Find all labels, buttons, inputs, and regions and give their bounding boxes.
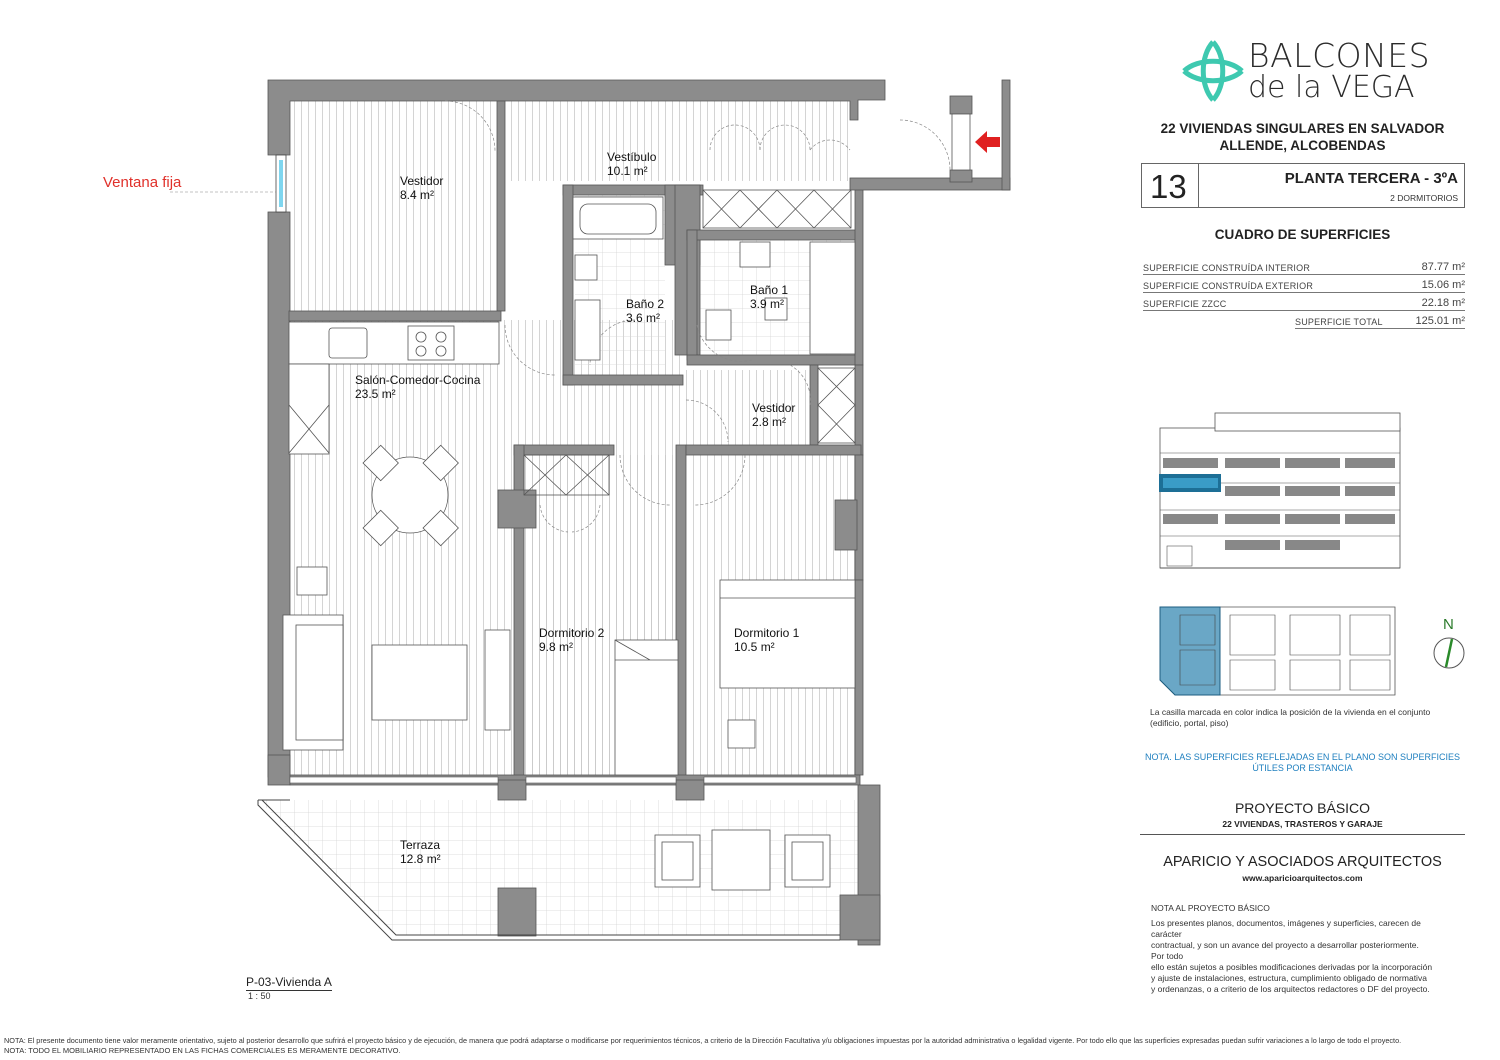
compass-icon <box>1432 636 1466 670</box>
sheet-header-divider <box>1198 164 1199 207</box>
divider <box>1140 834 1465 835</box>
fixed-window <box>276 155 286 212</box>
surfaces-title: CUADRO DE SUPERFICIES <box>1214 227 1391 242</box>
site-plan-thumbnail <box>1155 605 1405 700</box>
room-vestidor-2-label <box>752 401 795 429</box>
surface-label: SUPERFICIE CONSTRUÍDA INTERIOR <box>1143 263 1311 273</box>
room-area: 2.8 m² <box>752 415 787 429</box>
basic-note-line: y ajuste de instalaciones, estructura, cumplimiento obligado de normativa <box>1151 973 1427 983</box>
room-vestidor-label <box>400 174 443 202</box>
brand-logo-icon <box>1180 38 1246 104</box>
room-area: 10.5 m² <box>734 640 775 654</box>
room-name: Dormitorio 2 <box>539 626 605 640</box>
room-name: Vestidor <box>752 401 796 415</box>
project-subtitle-small: 22 VIVIENDAS, TRASTEROS Y GARAJE <box>1222 819 1383 829</box>
brand-name-line2: de la VEGA <box>1248 70 1415 105</box>
room-area: 8.4 m² <box>400 188 435 202</box>
room-dormitorio-2-label <box>539 626 604 654</box>
drawing-id: P-03-Vivienda A <box>246 975 332 989</box>
room-name: Salón-Comedor-Cocina <box>355 373 481 387</box>
room-terraza-label <box>400 838 441 866</box>
dining-set <box>363 445 458 545</box>
room-vestibulo-label <box>607 150 656 178</box>
footer-note-2: NOTA: TODO EL MOBILIARIO REPRESENTADO EN LAS FICHAS COMERCIALES ES MERAMENTE DECORATIVO. <box>4 1046 401 1055</box>
architects-website: www.aparicioarquitectos.com <box>1242 873 1363 883</box>
surface-value: 87.77 m² <box>1421 261 1465 273</box>
room-dormitorio-1-label <box>734 626 799 654</box>
sheet-header-box <box>1141 163 1465 208</box>
project-subtitle <box>1140 120 1465 154</box>
room-area: 12.8 m² <box>400 852 441 866</box>
basic-note-line: Los presentes planos, documentos, imágenes y superficies, carecen de <box>1151 918 1421 928</box>
subtitle-line-1: 22 VIVIENDAS SINGULARES EN SALVADOR <box>1160 121 1445 136</box>
surface-row <box>1143 258 1465 275</box>
basic-note-line: Por todo <box>1151 951 1184 961</box>
room-name: Vestíbulo <box>607 150 657 164</box>
basic-note-line: ello están sujetos a posibles modificaciones derivadas por la incorporación <box>1151 962 1433 972</box>
surfaces-note: NOTA. LAS SUPERFICIES REFLEJADAS EN EL PLANO SON SUPERFICIES ÚTILES POR ESTANCIA <box>1144 752 1461 773</box>
room-name: Dormitorio 1 <box>734 626 800 640</box>
floor-title: PLANTA TERCERA - 3ºA <box>1284 170 1458 187</box>
footer-note-1: NOTA: El presente documento tiene valor meramente orientativo, sujeto al posterior desarrollo que sufrirá el proyecto básico y de ejecución, de manera que podrá adaptarse o modificarse por requerimientos técnicos, a criterio de la Dirección Facultativa y/u obligaciones impuestas por la autoridad administrativa o legalidad vigente. Por todo ello que las superficies expresadas puedan sufrir variaciones a lo largo de todo el proyecto. <box>4 1036 1402 1045</box>
surface-total-row <box>1295 312 1465 329</box>
building-elevation-thumbnail <box>1155 408 1405 583</box>
basic-note-line: y ordenanzas, o a criterio de los arquitectos redactores o DF del proyecto. <box>1151 984 1430 994</box>
surface-label: SUPERFICIE CONSTRUÍDA EXTERIOR <box>1143 281 1314 291</box>
room-bano-2-label <box>626 297 664 325</box>
room-area: 9.8 m² <box>539 640 574 654</box>
position-note: La casilla marcada en color indica la posición de la vivienda en el conjunto (edificio, portal, piso) <box>1150 707 1431 728</box>
room-name: Baño 2 <box>626 297 665 311</box>
basic-note-line: carácter <box>1151 929 1182 939</box>
room-salon-label <box>355 373 480 401</box>
basic-note-body <box>1151 918 1461 995</box>
architects-name: APARICIO Y ASOCIADOS ARQUITECTOS <box>1163 854 1442 870</box>
room-name: Terraza <box>400 838 441 852</box>
surface-value: 22.18 m² <box>1421 297 1465 309</box>
surface-total-label: SUPERFICIE TOTAL <box>1295 317 1383 327</box>
subtitle-line-2: ALLENDE, ALCOBENDAS <box>1219 138 1386 153</box>
terrace-furniture <box>655 830 830 890</box>
drawing-scale: 1 : 50 <box>248 991 271 1001</box>
room-area: 23.5 m² <box>355 387 396 401</box>
sheet-number: 13 <box>1150 168 1187 205</box>
room-area: 3.6 m² <box>626 311 661 325</box>
bedroom-count: 2 DORMITORIOS <box>1390 193 1458 203</box>
entrance-door <box>952 114 970 170</box>
north-label: N <box>1443 616 1454 633</box>
surface-value: 15.06 m² <box>1421 279 1465 291</box>
room-area: 10.1 m² <box>607 164 648 178</box>
entrance-arrow-icon <box>975 131 1000 153</box>
room-bano-1-label <box>750 283 788 311</box>
room-name: Vestidor <box>400 174 444 188</box>
project-title: PROYECTO BÁSICO <box>1234 800 1371 816</box>
room-name: Baño 1 <box>750 283 789 297</box>
surface-row <box>1143 294 1465 311</box>
surface-row <box>1143 276 1465 293</box>
terrace-windows <box>290 777 856 783</box>
floor-finishes <box>258 101 858 935</box>
basic-note-title: NOTA AL PROYECTO BÁSICO <box>1151 903 1270 913</box>
brand-name-line1: BALCONES <box>1248 36 1431 75</box>
surface-label: SUPERFICIE ZZCC <box>1143 299 1227 309</box>
surface-total-value: 125.01 m² <box>1415 315 1465 327</box>
basic-note-line: contractual, y son un avance del proyecto a desarrollar posteriormente. <box>1151 940 1419 950</box>
fixed-window-annotation: Ventana fija <box>103 174 182 191</box>
room-area: 3.9 m² <box>750 297 785 311</box>
